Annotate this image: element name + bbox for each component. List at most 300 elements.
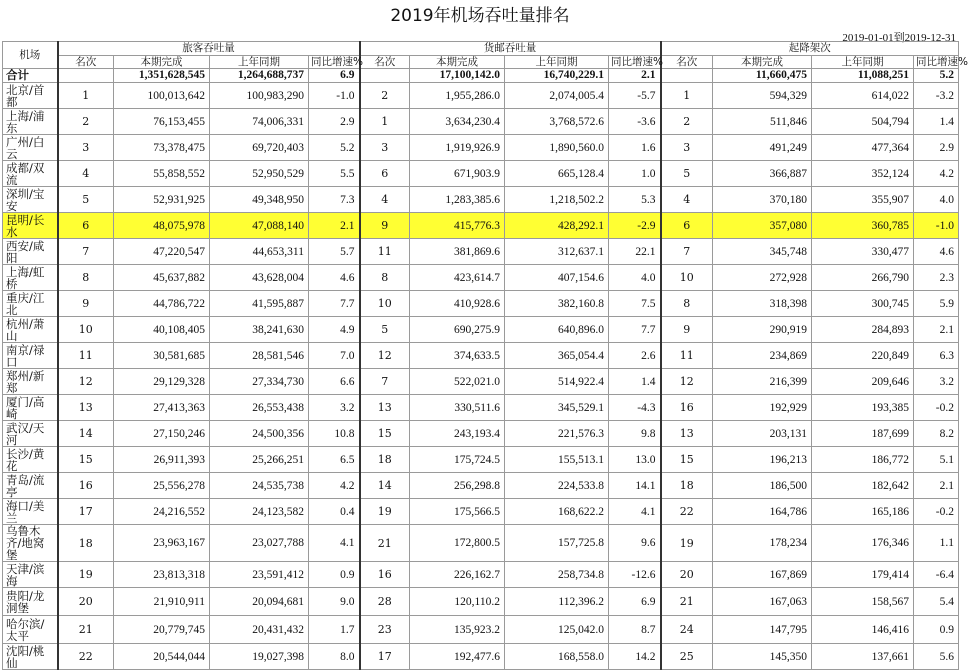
cell: 192,929 (713, 395, 812, 421)
cell: 360,785 (812, 213, 914, 239)
cell: 514,922.4 (505, 369, 609, 395)
cell: 9.8 (609, 421, 661, 447)
airport-name: 贵阳/龙洞堡 (3, 588, 58, 616)
cell: 1 (58, 83, 114, 109)
cell: 511,846 (713, 109, 812, 135)
cell: 266,790 (812, 265, 914, 291)
cell: 100,013,642 (114, 83, 210, 109)
cell: 14 (360, 473, 410, 499)
cell: 355,907 (812, 187, 914, 213)
cell: 20,094,681 (210, 588, 309, 616)
cell: 7.7 (609, 317, 661, 343)
cell: 196,213 (713, 447, 812, 473)
cell: 1.4 (609, 369, 661, 395)
cell: 45,637,882 (114, 265, 210, 291)
cell: 330,477 (812, 239, 914, 265)
airport-name: 成都/双流 (3, 161, 58, 187)
rank-header: 名次 (661, 56, 713, 69)
cell: 9.0 (309, 588, 360, 616)
cell: 40,108,405 (114, 317, 210, 343)
table-row (3, 187, 959, 213)
cell: 73,378,475 (114, 135, 210, 161)
cell: 410,928.6 (410, 291, 505, 317)
cell: 1,890,560.0 (505, 135, 609, 161)
cell: 0.4 (309, 499, 360, 525)
cell: 158,567 (812, 588, 914, 616)
cell: 12 (661, 369, 713, 395)
cell: 167,063 (713, 588, 812, 616)
cell: 352,124 (812, 161, 914, 187)
cell: 17 (360, 644, 410, 670)
cell: 3,634,230.4 (410, 109, 505, 135)
cell: 19 (58, 562, 114, 588)
cell: 477,364 (812, 135, 914, 161)
cell: 20 (58, 588, 114, 616)
cell: 23,813,318 (114, 562, 210, 588)
cell: 74,006,331 (210, 109, 309, 135)
total-row (3, 69, 959, 83)
cell: 690,275.9 (410, 317, 505, 343)
cell: 1.7 (309, 616, 360, 644)
cell: 7.0 (309, 343, 360, 369)
cell: 5 (58, 187, 114, 213)
cell: 182,642 (812, 473, 914, 499)
cell: 69,720,403 (210, 135, 309, 161)
airport-name: 昆明/长水 (3, 213, 58, 239)
cell: 187,699 (812, 421, 914, 447)
cell: 11 (58, 343, 114, 369)
cell: 224,533.8 (505, 473, 609, 499)
cell: 2.1 (309, 213, 360, 239)
cell: 6 (58, 213, 114, 239)
cell: 11 (360, 239, 410, 265)
cell: 5.4 (914, 588, 959, 616)
cell: 4.0 (914, 187, 959, 213)
cell: 29,129,328 (114, 369, 210, 395)
cell: 234,869 (713, 343, 812, 369)
cell: 24,535,738 (210, 473, 309, 499)
cell: 14.2 (609, 644, 661, 670)
cell: -6.4 (914, 562, 959, 588)
cell: 52,931,925 (114, 187, 210, 213)
cell: 9 (661, 317, 713, 343)
cell: 47,220,547 (114, 239, 210, 265)
cell: 5.9 (914, 291, 959, 317)
cell: 44,653,311 (210, 239, 309, 265)
cell: 7 (58, 239, 114, 265)
table-row (3, 588, 959, 616)
cell: 221,576.3 (505, 421, 609, 447)
cell: 2,074,005.4 (505, 83, 609, 109)
cell: 20 (661, 562, 713, 588)
cell: 370,180 (713, 187, 812, 213)
cell: 43,628,004 (210, 265, 309, 291)
cell: 19 (360, 499, 410, 525)
cell: 25,266,251 (210, 447, 309, 473)
cell: 1,264,688,737 (210, 69, 309, 83)
cell: 3.2 (309, 395, 360, 421)
table-row (3, 421, 959, 447)
cell: 11 (661, 343, 713, 369)
cell: 4.6 (914, 239, 959, 265)
cell: 41,595,887 (210, 291, 309, 317)
cell: 4.2 (309, 473, 360, 499)
cell: 407,154.6 (505, 265, 609, 291)
cell: -2.9 (609, 213, 661, 239)
cell: 20,779,745 (114, 616, 210, 644)
cell: 3 (360, 135, 410, 161)
cell: 4 (661, 187, 713, 213)
cell: 203,131 (713, 421, 812, 447)
cell: -3.6 (609, 109, 661, 135)
cell: 120,110.2 (410, 588, 505, 616)
cell: 8 (360, 265, 410, 291)
total-label: 合计 (3, 69, 58, 83)
cell: 4.9 (309, 317, 360, 343)
last-year-header: 上年同期 (812, 56, 914, 69)
cell: 164,786 (713, 499, 812, 525)
cell: 176,346 (812, 525, 914, 562)
table-row (3, 395, 959, 421)
cell: 256,298.8 (410, 473, 505, 499)
cell: 330,511.6 (410, 395, 505, 421)
cell: -1.0 (914, 213, 959, 239)
cell: 5.7 (309, 239, 360, 265)
cell: 640,896.0 (505, 317, 609, 343)
cell: 284,893 (812, 317, 914, 343)
cell: 179,414 (812, 562, 914, 588)
airport-name: 青岛/流亭 (3, 473, 58, 499)
cell: 8.2 (914, 421, 959, 447)
table-row (3, 447, 959, 473)
cell: 9 (58, 291, 114, 317)
cell: 6.9 (609, 588, 661, 616)
cell: 23 (360, 616, 410, 644)
table-row (3, 135, 959, 161)
cell: 2.1 (914, 473, 959, 499)
cell: 38,241,630 (210, 317, 309, 343)
last-year-header: 上年同期 (505, 56, 609, 69)
rank-header: 名次 (360, 56, 410, 69)
passenger-group-header: 旅客吞吐量 (58, 42, 360, 56)
cell: 24,123,582 (210, 499, 309, 525)
cell: 1,218,502.2 (505, 187, 609, 213)
airport-name: 厦门/高崎 (3, 395, 58, 421)
cell: 671,903.9 (410, 161, 505, 187)
airport-name: 重庆/江北 (3, 291, 58, 317)
cell: 21,910,911 (114, 588, 210, 616)
cell: 23,591,412 (210, 562, 309, 588)
cell: 18 (58, 525, 114, 562)
cell: 1.4 (914, 109, 959, 135)
cell: 366,887 (713, 161, 812, 187)
cell: 2.3 (914, 265, 959, 291)
cell: -5.7 (609, 83, 661, 109)
airport-name: 上海/浦东 (3, 109, 58, 135)
table-row (3, 161, 959, 187)
airport-name: 长沙/黄花 (3, 447, 58, 473)
cell: 365,054.4 (505, 343, 609, 369)
cell: 168,558.0 (505, 644, 609, 670)
table-row (3, 317, 959, 343)
cell: 7.5 (609, 291, 661, 317)
cell: 5.6 (914, 644, 959, 670)
cell: 6 (661, 213, 713, 239)
cell: 3 (58, 135, 114, 161)
cell: 504,794 (812, 109, 914, 135)
cell: 15 (58, 447, 114, 473)
cell: 125,042.0 (505, 616, 609, 644)
cell: 21 (360, 525, 410, 562)
cell: 146,416 (812, 616, 914, 644)
cell: 1,919,926.9 (410, 135, 505, 161)
airport-name: 杭州/萧山 (3, 317, 58, 343)
cell: 23,027,788 (210, 525, 309, 562)
table-row (3, 239, 959, 265)
cell: 209,646 (812, 369, 914, 395)
cell: 49,348,950 (210, 187, 309, 213)
cell: 415,776.3 (410, 213, 505, 239)
last-year-header: 上年同期 (210, 56, 309, 69)
table-row (3, 369, 959, 395)
airport-name: 上海/虹桥 (3, 265, 58, 291)
cell: 8 (58, 265, 114, 291)
table-row-highlighted (3, 213, 959, 239)
cell: 4 (58, 161, 114, 187)
table-row (3, 644, 959, 670)
yoy-header: 同比增速% (309, 56, 360, 69)
airport-ranking-table (2, 41, 968, 670)
cell: 6 (360, 161, 410, 187)
cell: 137,661 (812, 644, 914, 670)
cell: 7 (661, 239, 713, 265)
cell: 23,963,167 (114, 525, 210, 562)
cell: 193,385 (812, 395, 914, 421)
cell: 167,869 (713, 562, 812, 588)
cell: 272,928 (713, 265, 812, 291)
cell: 14.1 (609, 473, 661, 499)
cell: 25 (661, 644, 713, 670)
cell: 5 (661, 161, 713, 187)
cell: 145,350 (713, 644, 812, 670)
cell: 428,292.1 (505, 213, 609, 239)
cell: 7.7 (309, 291, 360, 317)
cell: 6.3 (914, 343, 959, 369)
cell: 186,772 (812, 447, 914, 473)
cell: 11,088,251 (812, 69, 914, 83)
cell: 1.0 (609, 161, 661, 187)
cell: 290,919 (713, 317, 812, 343)
cell: 22.1 (609, 239, 661, 265)
cell: 112,396.2 (505, 588, 609, 616)
cell: 4.1 (609, 499, 661, 525)
cell: 7.3 (309, 187, 360, 213)
cell: 175,724.5 (410, 447, 505, 473)
cell: 13 (360, 395, 410, 421)
cell: 5.2 (309, 135, 360, 161)
table-row (3, 83, 959, 109)
airport-header: 机场 (3, 42, 58, 69)
cell: 13.0 (609, 447, 661, 473)
cell: 3 (661, 135, 713, 161)
cell: -12.6 (609, 562, 661, 588)
cell: 15 (360, 421, 410, 447)
cell: 2.9 (309, 109, 360, 135)
cell: 1,351,628,545 (114, 69, 210, 83)
airport-name: 南京/禄口 (3, 343, 58, 369)
cell: 13 (661, 421, 713, 447)
cell: 318,398 (713, 291, 812, 317)
cell: 155,513.1 (505, 447, 609, 473)
cell: 382,160.8 (505, 291, 609, 317)
cell: 76,153,455 (114, 109, 210, 135)
table-row (3, 525, 959, 562)
cell: 5.2 (914, 69, 959, 83)
cell: 15 (661, 447, 713, 473)
cell: 8.7 (609, 616, 661, 644)
cell: 2.1 (914, 317, 959, 343)
cell: 16,740,229.1 (505, 69, 609, 83)
cell: 175,566.5 (410, 499, 505, 525)
cell: 345,748 (713, 239, 812, 265)
airport-name: 西安/咸阳 (3, 239, 58, 265)
rank-header: 名次 (58, 56, 114, 69)
cell: 22 (661, 499, 713, 525)
cell: 18 (360, 447, 410, 473)
cell: 6.9 (309, 69, 360, 83)
airport-name: 哈尔滨/太平 (3, 616, 58, 644)
cell: 27,334,730 (210, 369, 309, 395)
cell: 16 (58, 473, 114, 499)
cell: 1,283,385.6 (410, 187, 505, 213)
cell: 6.5 (309, 447, 360, 473)
airport-name: 深圳/宝安 (3, 187, 58, 213)
cell: 4.0 (609, 265, 661, 291)
cell: 8.0 (309, 644, 360, 670)
cell: 14 (58, 421, 114, 447)
cell: 1.1 (914, 525, 959, 562)
cell: 374,633.5 (410, 343, 505, 369)
cell: 20,544,044 (114, 644, 210, 670)
table-row (3, 616, 959, 644)
cell: 27,150,246 (114, 421, 210, 447)
cell: -4.3 (609, 395, 661, 421)
airport-name: 海口/美兰 (3, 499, 58, 525)
cell: 216,399 (713, 369, 812, 395)
cell: 4.6 (309, 265, 360, 291)
cell: 5 (360, 317, 410, 343)
cell: 491,249 (713, 135, 812, 161)
current-header: 本期完成 (713, 56, 812, 69)
cell: 312,637.1 (505, 239, 609, 265)
cell: 381,869.6 (410, 239, 505, 265)
flights-group-header: 起降架次 (661, 42, 959, 56)
cell: 4 (360, 187, 410, 213)
cell: 100,983,290 (210, 83, 309, 109)
cell: 24,500,356 (210, 421, 309, 447)
airport-name: 北京/首都 (3, 83, 58, 109)
cell: 178,234 (713, 525, 812, 562)
airport-name: 武汉/天河 (3, 421, 58, 447)
cell: 522,021.0 (410, 369, 505, 395)
cell: 220,849 (812, 343, 914, 369)
spreadsheet (2, 1, 968, 670)
airport-name: 乌鲁木齐/地窝堡 (3, 525, 58, 562)
cell: 13 (58, 395, 114, 421)
cell: 48,075,978 (114, 213, 210, 239)
cell: 0.9 (309, 562, 360, 588)
cell: 26,911,393 (114, 447, 210, 473)
date-range: 2019-01-01到2019-12-31 (842, 32, 956, 44)
cell: 19,027,398 (210, 644, 309, 670)
cell: 258,734.8 (505, 562, 609, 588)
cell: 135,923.2 (410, 616, 505, 644)
cell: 665,128.4 (505, 161, 609, 187)
table-row (3, 265, 959, 291)
cell: 25,556,278 (114, 473, 210, 499)
cell: 168,622.2 (505, 499, 609, 525)
cell: -1.0 (309, 83, 360, 109)
cell: 12 (58, 369, 114, 395)
current-header: 本期完成 (410, 56, 505, 69)
cell: 2.6 (609, 343, 661, 369)
cell: 345,529.1 (505, 395, 609, 421)
cell: 2 (360, 83, 410, 109)
cell (360, 69, 410, 83)
table-row (3, 562, 959, 588)
cell: 357,080 (713, 213, 812, 239)
cell: 5.3 (609, 187, 661, 213)
cell: 28,581,546 (210, 343, 309, 369)
cell: 1 (360, 109, 410, 135)
cell: 10 (661, 265, 713, 291)
yoy-header: 同比增速% (914, 56, 959, 69)
cell: 18 (661, 473, 713, 499)
cell: 192,477.6 (410, 644, 505, 670)
cell (661, 69, 713, 83)
cell: 165,186 (812, 499, 914, 525)
cell: 157,725.8 (505, 525, 609, 562)
cell: 27,413,363 (114, 395, 210, 421)
cell: 5.5 (309, 161, 360, 187)
cell: 4.1 (309, 525, 360, 562)
cell: 1 (661, 83, 713, 109)
cell: 8 (661, 291, 713, 317)
cell: 1.6 (609, 135, 661, 161)
cell: 20,431,432 (210, 616, 309, 644)
cell: -0.2 (914, 395, 959, 421)
cell: 44,786,722 (114, 291, 210, 317)
cell: 1,955,286.0 (410, 83, 505, 109)
cell: 21 (58, 616, 114, 644)
cell: 186,500 (713, 473, 812, 499)
cell: 17,100,142.0 (410, 69, 505, 83)
cell: 6.6 (309, 369, 360, 395)
cell: 55,858,552 (114, 161, 210, 187)
cell: 4.2 (914, 161, 959, 187)
cell: 243,193.4 (410, 421, 505, 447)
table-row (3, 499, 959, 525)
airport-name: 天津/滨海 (3, 562, 58, 588)
cell: 30,581,685 (114, 343, 210, 369)
cell: 614,022 (812, 83, 914, 109)
table-row (3, 291, 959, 317)
cell: 47,088,140 (210, 213, 309, 239)
cell: 21 (661, 588, 713, 616)
cell: 10.8 (309, 421, 360, 447)
cell: 17 (58, 499, 114, 525)
cell: 10 (58, 317, 114, 343)
